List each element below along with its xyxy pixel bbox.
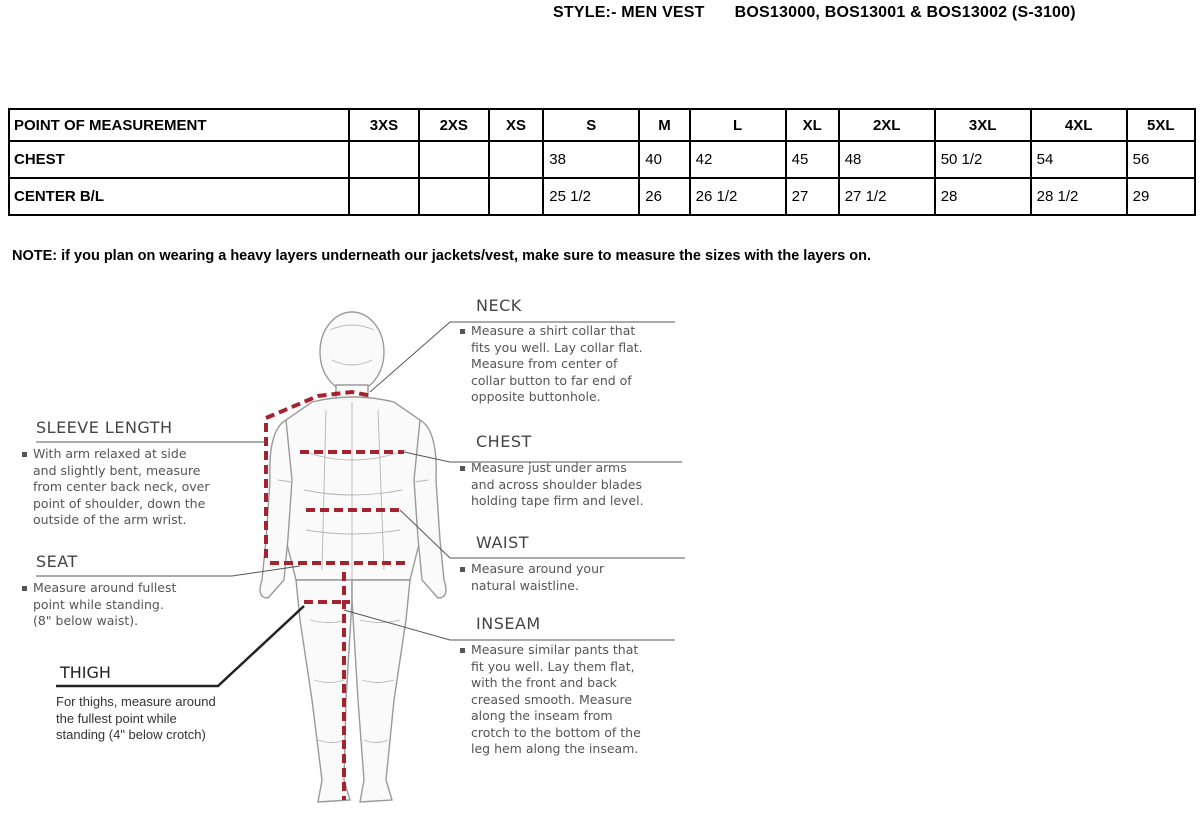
chest-description <box>460 460 644 510</box>
neck-line: fits you well. Lay collar flat. <box>471 339 643 355</box>
table-cell: 26 <box>639 178 689 215</box>
waist-description <box>460 561 604 594</box>
inseam-line: fit you well. Lay them flat, <box>471 658 635 674</box>
bullet-icon <box>460 329 465 334</box>
body-outline-icon <box>260 312 446 802</box>
column-header: 3XL <box>935 109 1031 141</box>
chest-line: holding tape firm and level. <box>471 493 644 508</box>
style-header <box>553 4 1076 22</box>
inseam-title: INSEAM <box>476 614 541 633</box>
seat-line: point while standing. <box>33 596 164 612</box>
bullet-icon <box>22 452 27 457</box>
sleeve-line: outside of the arm wrist. <box>33 512 187 527</box>
bullet-icon <box>22 586 27 591</box>
sleeve-line: With arm relaxed at side <box>33 446 187 461</box>
inseam-description <box>460 642 641 758</box>
style-codes: BOS13000, BOS13001 & BOS13002 (S-3100) <box>734 4 1076 21</box>
table-cell: 45 <box>786 141 839 178</box>
column-header: 5XL <box>1127 109 1195 141</box>
table-cell: 27 1/2 <box>839 178 935 215</box>
table-cell: 28 <box>935 178 1031 215</box>
column-header: S <box>543 109 639 141</box>
chest-line: and across shoulder blades <box>471 476 642 492</box>
inseam-line: along the inseam from <box>471 708 613 723</box>
seat-description <box>22 580 176 630</box>
neck-line: opposite buttonhole. <box>471 389 601 404</box>
table-cell: 27 <box>786 178 839 215</box>
table-cell <box>419 141 489 178</box>
row-label: CHEST <box>9 141 349 178</box>
column-header: L <box>690 109 786 141</box>
column-header: 3XS <box>349 109 419 141</box>
table-cell <box>349 141 419 178</box>
layering-note: NOTE: if you plan on wearing a heavy layers underneath our jackets/vest, make sure to measure the sizes with the layers on. <box>12 248 872 264</box>
neck-line: Measure from center of <box>471 356 618 371</box>
table-cell: 56 <box>1127 141 1195 178</box>
column-header: POINT OF MEASUREMENT <box>9 109 349 141</box>
seat-line: (8" below waist). <box>33 613 139 628</box>
sleeve-line: point of shoulder, down the <box>33 495 206 511</box>
inseam-line: Measure similar pants that <box>471 642 639 657</box>
table-cell: 29 <box>1127 178 1195 215</box>
table-header-row <box>9 109 1195 141</box>
table-cell: 28 1/2 <box>1031 178 1127 215</box>
inseam-line: crotch to the bottom of the <box>471 724 641 740</box>
table-row <box>9 141 1195 178</box>
waist-line: Measure around your <box>471 561 605 576</box>
thigh-description <box>56 694 216 744</box>
table-cell: 26 1/2 <box>690 178 786 215</box>
thigh-line: the fullest point while <box>56 710 177 726</box>
table-cell: 40 <box>639 141 689 178</box>
inseam-line: with the front and back <box>471 675 617 690</box>
bullet-icon <box>460 466 465 471</box>
column-header: 2XS <box>419 109 489 141</box>
table-cell <box>489 141 544 178</box>
column-header: XL <box>786 109 839 141</box>
table-row <box>9 178 1195 215</box>
table-cell <box>489 178 544 215</box>
table-cell <box>419 178 489 215</box>
waist-line: natural waistline. <box>471 577 579 593</box>
table-cell: 50 1/2 <box>935 141 1031 178</box>
inseam-line: creased smooth. Measure <box>471 691 633 707</box>
bullet-icon <box>460 648 465 653</box>
chest-line: Measure just under arms <box>471 460 627 475</box>
column-header: 4XL <box>1031 109 1127 141</box>
sleeve-line: and slightly bent, measure <box>33 462 201 478</box>
table-cell: 54 <box>1031 141 1127 178</box>
bullet-icon <box>460 567 465 572</box>
seat-line: Measure around fullest <box>33 580 177 595</box>
table-cell: 48 <box>839 141 935 178</box>
thigh-title: THIGH <box>60 663 111 682</box>
column-header: M <box>639 109 689 141</box>
table-cell <box>349 178 419 215</box>
neck-line: collar button to far end of <box>471 372 632 388</box>
column-header: XS <box>489 109 544 141</box>
neck-line: Measure a shirt collar that <box>471 323 636 338</box>
neck-description <box>460 323 643 406</box>
seat-title: SEAT <box>36 552 78 571</box>
waist-title: WAIST <box>476 533 530 552</box>
thigh-line: standing (4" below crotch) <box>56 727 206 742</box>
size-table <box>8 108 1196 216</box>
column-header: 2XL <box>839 109 935 141</box>
sleeve-title: SLEEVE LENGTH <box>36 418 173 437</box>
sleeve-description <box>22 446 209 529</box>
style-label: STYLE:- MEN VEST <box>553 4 705 21</box>
neck-title: NECK <box>476 296 522 315</box>
table-cell: 38 <box>543 141 639 178</box>
inseam-line: leg hem along the inseam. <box>471 741 639 756</box>
table-cell: 42 <box>690 141 786 178</box>
thigh-line: For thighs, measure around <box>56 694 216 709</box>
table-cell: 25 1/2 <box>543 178 639 215</box>
row-label: CENTER B/L <box>9 178 349 215</box>
sleeve-line: from center back neck, over <box>33 479 210 494</box>
chest-title: CHEST <box>476 432 532 451</box>
